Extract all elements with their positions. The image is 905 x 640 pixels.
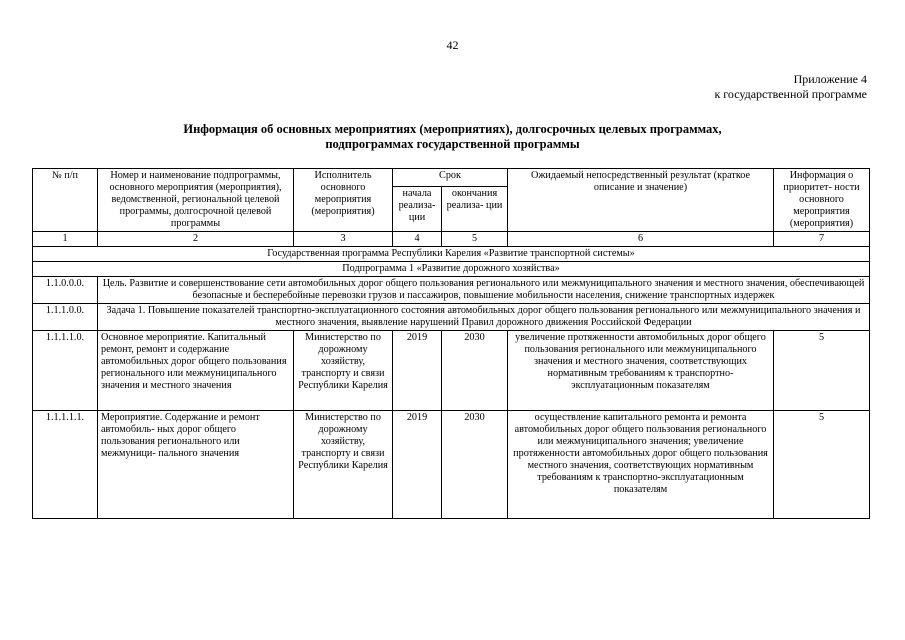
row-number: 1.1.1.1.1.	[33, 411, 98, 519]
measures-table	[32, 168, 870, 519]
header-term-start: начала реализа- ции	[393, 186, 442, 232]
task-text: Задача 1. Повышение показателей транспортно-эксплуатационного состояния автомобильных дорог общего пользования регионального или межмуниципального значения и местного значения, выявление нарушений Правил дорожного движения Российской Федерации	[98, 304, 870, 331]
table-row	[33, 411, 870, 519]
row-priority: 5	[774, 411, 870, 519]
goal-text: Цель. Развитие и совершенствование сети автомобильных дорог общего пользования регионального или межмуниципального значения и местного значения, обеспечивающей безопасные и бесперебойные перевозки грузов и пассажиров, повышение мобильности населения, снижение транспортных издержек	[98, 277, 870, 304]
row-number: 1.1.1.1.0.	[33, 331, 98, 411]
appendix-line-1: Приложение 4	[793, 72, 867, 86]
column-number-row	[33, 232, 870, 247]
task-number: 1.1.1.0.0.	[33, 304, 98, 331]
column-number: 3	[294, 232, 393, 247]
column-number: 6	[508, 232, 774, 247]
table-row	[33, 331, 870, 411]
row-start-year: 2019	[393, 331, 442, 411]
header-term-end: окончания реализа- ции	[442, 186, 508, 232]
row-result: осуществление капитального ремонта и ремонта автомобильных дорог общего пользования регионального или межмуниципального значения; увеличение протяженности автомобильных дорог общего пользования местного значения, соответствующих нормативным требованиям к транспортно-эксплуатационным показателям	[508, 411, 774, 519]
title-line-1: Информация об основных мероприятиях (мероприятиях), долгосрочных целевых программах,	[183, 122, 722, 136]
row-start-year: 2019	[393, 411, 442, 519]
row-executor: Министерство по дорожному хозяйству, транспорту и связи Республики Карелия	[294, 411, 393, 519]
program-title: Государственная программа Республики Карелия «Развитие транспортной системы»	[33, 247, 870, 262]
row-name: Мероприятие. Содержание и ремонт автомобиль- ных дорог общего пользования регионального или межмуници- пального значения	[98, 411, 294, 519]
column-number: 1	[33, 232, 98, 247]
row-end-year: 2030	[442, 411, 508, 519]
document-title	[0, 122, 905, 152]
task-row	[33, 304, 870, 331]
title-line-2: подпрограммах государственной программы	[325, 137, 580, 151]
program-row	[33, 247, 870, 262]
header-executor: Исполнитель основного мероприятия (мероприятия)	[294, 169, 393, 232]
row-priority: 5	[774, 331, 870, 411]
row-executor: Министерство по дорожному хозяйству, транспорту и связи Республики Карелия	[294, 331, 393, 411]
goal-row	[33, 277, 870, 304]
column-number: 4	[393, 232, 442, 247]
appendix-line-2: к государственной программе	[714, 87, 867, 101]
row-name: Основное мероприятие. Капитальный ремонт, ремонт и содержание автомобильных дорог общего пользования регионального или межмуниципального значения и местного значения	[98, 331, 294, 411]
subprogram-row	[33, 262, 870, 277]
header-row	[33, 169, 870, 187]
row-end-year: 2030	[442, 331, 508, 411]
appendix-note	[714, 72, 867, 102]
header-number: № п/п	[33, 169, 98, 232]
header-name: Номер и наименование подпрограммы, основного мероприятия (мероприятия), ведомственной, региональной целевой программы, долгосрочной целевой программы	[98, 169, 294, 232]
column-number: 2	[98, 232, 294, 247]
header-priority: Информация о приоритет- ности основного мероприятия (мероприятия)	[774, 169, 870, 232]
column-number: 7	[774, 232, 870, 247]
subprogram-title: Подпрограмма 1 «Развитие дорожного хозяйства»	[33, 262, 870, 277]
goal-number: 1.1.0.0.0.	[33, 277, 98, 304]
header-term: Срок	[393, 169, 508, 187]
row-result: увеличение протяженности автомобильных дорог общего пользования регионального или межмуниципального значения и местного значения, соответствующих нормативным требованиям к транспортно-эксплуатационным показателям	[508, 331, 774, 411]
column-number: 5	[442, 232, 508, 247]
header-result: Ожидаемый непосредственный результат (краткое описание и значение)	[508, 169, 774, 232]
page-number: 42	[446, 38, 459, 52]
